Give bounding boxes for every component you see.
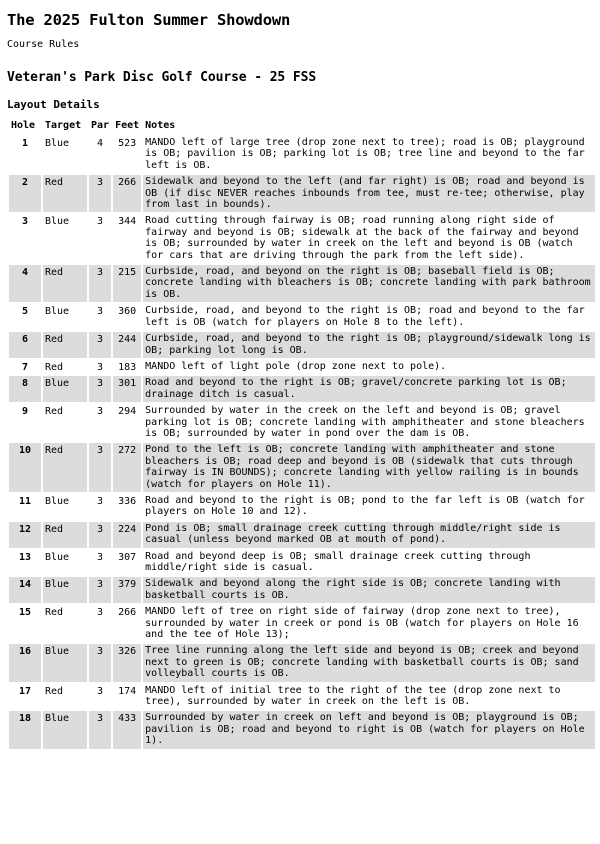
table-row xyxy=(9,265,595,302)
hole-feet: 183 xyxy=(118,361,137,373)
section-heading: Layout Details xyxy=(7,98,100,111)
table-row xyxy=(9,550,595,576)
table-row xyxy=(9,136,595,173)
table-row xyxy=(9,644,595,681)
table-row xyxy=(9,577,595,603)
hole-target: Blue xyxy=(43,711,87,748)
hole-notes: Surrounded by water in the creek on the left and beyond is OB; gravel parking lot is OB; concrete landing with amphitheater and stone bleachers is OB; surrounded by water in pond over the dam is OB. xyxy=(145,405,585,439)
hole-notes: MANDO left of tree on right side of fairway (drop zone next to tree), surrounded by water in creek or pond is OB (watch for players on Hole 16 and the tee of Hole 13); xyxy=(145,606,579,641)
hole-number: 4 xyxy=(9,265,41,302)
hole-par: 3 xyxy=(89,577,111,603)
hole-par: 3 xyxy=(97,216,104,228)
table-row xyxy=(9,522,595,548)
hole-number: 6 xyxy=(9,332,41,358)
hole-feet: 379 xyxy=(113,577,141,603)
table-row xyxy=(9,684,595,710)
hole-target: Red xyxy=(43,265,87,302)
hole-feet: 174 xyxy=(118,685,137,697)
hole-par: 3 xyxy=(97,495,104,507)
hole-par: 3 xyxy=(89,265,111,302)
hole-notes: Pond to the left is OB; concrete landing with amphitheater and stone bleachers is OB; road deep and beyond is OB (sidewalk that cuts through fairway is IN BOUNDS); concrete landing with yellow railing is in bounds (watch for players on Hole 11). xyxy=(143,443,595,492)
table-row xyxy=(9,376,595,402)
column-header-hole: Hole xyxy=(11,120,36,131)
hole-number: 11 xyxy=(18,495,32,507)
hole-feet: 307 xyxy=(118,551,137,563)
table-row xyxy=(9,360,595,374)
course-heading: Veteran's Park Disc Golf Course - 25 FSS xyxy=(7,70,317,85)
table-header-row xyxy=(9,117,595,134)
hole-par: 3 xyxy=(97,685,104,697)
hole-notes: Pond is OB; small drainage creek cutting through middle/right side is casual (unless beyond marked OB at mouth of pond). xyxy=(143,522,595,548)
hole-target: Red xyxy=(45,607,64,619)
hole-number: 8 xyxy=(9,376,41,402)
table-row xyxy=(9,443,595,492)
hole-number: 9 xyxy=(21,406,29,418)
hole-target: Red xyxy=(43,175,87,212)
hole-notes: Sidewalk and beyond to the left (and far right) is OB; road and beyond is OB (if disc NEVER reaches inbounds from tee, must re-tee; otherwise, play from last in bounds). xyxy=(143,175,595,212)
hole-number: 3 xyxy=(21,216,29,228)
hole-number: 17 xyxy=(18,685,32,697)
hole-par: 3 xyxy=(89,332,111,358)
hole-feet: 301 xyxy=(113,376,141,402)
hole-number: 14 xyxy=(9,577,41,603)
hole-par: 3 xyxy=(97,551,104,563)
hole-feet: 326 xyxy=(113,644,141,681)
table-row xyxy=(9,214,595,263)
hole-target: Blue xyxy=(45,138,70,149)
hole-number: 2 xyxy=(9,175,41,212)
hole-feet: 433 xyxy=(113,711,141,748)
hole-feet: 266 xyxy=(113,175,141,212)
table-row xyxy=(9,494,595,520)
hole-target: Red xyxy=(43,522,87,548)
page-subtitle: Course Rules xyxy=(7,39,80,50)
hole-notes: MANDO left of large tree (drop zone next to tree); road is OB; playground is OB; pavilion is OB; parking lot is OB; tree line and beyond to the far left is OB. xyxy=(145,137,585,171)
hole-notes: Road and beyond to the right is OB; gravel/concrete parking lot is OB; drainage ditch is casual. xyxy=(143,376,595,402)
hole-target: Red xyxy=(45,406,64,418)
hole-target: Red xyxy=(43,332,87,358)
hole-notes: Tree line running along the left side and beyond is OB; creek and beyond next to green is OB; concrete landing with basketball courts is OB; sand volleyball courts is OB. xyxy=(143,644,595,681)
hole-target: Red xyxy=(43,443,87,492)
hole-feet: 272 xyxy=(113,443,141,492)
hole-par: 3 xyxy=(97,361,104,373)
hole-feet: 224 xyxy=(113,522,141,548)
hole-par: 3 xyxy=(97,306,104,318)
hole-par: 4 xyxy=(97,138,104,149)
hole-target: Blue xyxy=(45,495,70,507)
hole-par: 3 xyxy=(89,376,111,402)
column-header-feet: Feet xyxy=(115,120,140,131)
table-body xyxy=(9,136,595,749)
hole-notes: MANDO left of initial tree to the right of the tee (drop zone next to tree), surrounded by water in creek on the left is OB. xyxy=(145,684,561,708)
hole-notes: Surrounded by water in creek on left and beyond is OB; playground is OB; pavilion is OB; road and beyond to right is OB (watch for players on Hole 1). xyxy=(143,711,595,748)
hole-notes: Curbside, road, and beyond to the right is OB; playground/sidewalk long is OB; parking lot long is OB. xyxy=(143,332,595,358)
hole-feet: 523 xyxy=(118,138,137,149)
hole-par: 3 xyxy=(97,607,104,619)
table-row xyxy=(9,304,595,330)
hole-number: 16 xyxy=(9,644,41,681)
hole-feet: 336 xyxy=(118,495,137,507)
hole-notes: Curbside, road, and beyond on the right is OB; baseball field is OB; concrete landing with bleachers is OB; concrete landing with park bathroom is OB. xyxy=(143,265,595,302)
hole-target: Blue xyxy=(45,216,70,228)
table-row xyxy=(9,605,595,642)
hole-target: Blue xyxy=(43,644,87,681)
hole-feet: 266 xyxy=(118,607,137,619)
column-header-target: Target xyxy=(45,120,82,131)
hole-par: 3 xyxy=(97,406,104,418)
table-row xyxy=(9,332,595,358)
hole-number: 7 xyxy=(21,361,29,373)
hole-number: 5 xyxy=(21,306,29,318)
hole-target: Blue xyxy=(45,551,70,563)
hole-target: Red xyxy=(45,685,64,697)
column-header-notes: Notes xyxy=(145,120,176,131)
hole-feet: 215 xyxy=(113,265,141,302)
page-title: The 2025 Fulton Summer Showdown xyxy=(7,11,291,29)
hole-feet: 344 xyxy=(118,216,137,228)
hole-number: 12 xyxy=(9,522,41,548)
hole-target: Red xyxy=(45,361,64,373)
hole-par: 3 xyxy=(89,522,111,548)
hole-number: 10 xyxy=(9,443,41,492)
layout-table xyxy=(7,115,597,751)
hole-notes: Road and beyond deep is OB; small drainage creek cutting through middle/right side is casual. xyxy=(145,550,531,573)
hole-notes: Curbside, road, and beyond to the right is OB; road and beyond to the far left is OB (watch for players on Hole 8 to the left). xyxy=(145,305,585,328)
hole-notes: Road cutting through fairway is OB; road running along right side of fairway and beyond is OB; sidewalk at the back of the fairway and beyond is OB; surrounded by water in creek on the left and beyond is OB (watch for cars that are driving through the park from the left side). xyxy=(145,215,579,261)
hole-number: 13 xyxy=(18,551,32,563)
table-row xyxy=(9,175,595,212)
hole-notes: Road and beyond to the right is OB; pond to the far left is OB (watch for players on Hole 10 and 12). xyxy=(145,494,585,518)
hole-feet: 360 xyxy=(118,306,137,318)
hole-target: Blue xyxy=(43,376,87,402)
hole-number: 18 xyxy=(9,711,41,748)
hole-notes: Sidewalk and beyond along the right side is OB; concrete landing with basketball courts is OB. xyxy=(143,577,595,603)
hole-par: 3 xyxy=(89,443,111,492)
hole-number: 15 xyxy=(18,607,32,619)
hole-feet: 294 xyxy=(118,406,137,418)
hole-number: 1 xyxy=(21,138,29,149)
hole-par: 3 xyxy=(89,644,111,681)
hole-par: 3 xyxy=(89,711,111,748)
hole-feet: 244 xyxy=(113,332,141,358)
hole-par: 3 xyxy=(89,175,111,212)
hole-target: Blue xyxy=(45,306,70,318)
table-row xyxy=(9,711,595,748)
hole-target: Blue xyxy=(43,577,87,603)
column-header-par: Par xyxy=(91,120,110,131)
hole-notes: MANDO left of light pole (drop zone next to pole). xyxy=(145,360,447,372)
table-row xyxy=(9,404,595,441)
